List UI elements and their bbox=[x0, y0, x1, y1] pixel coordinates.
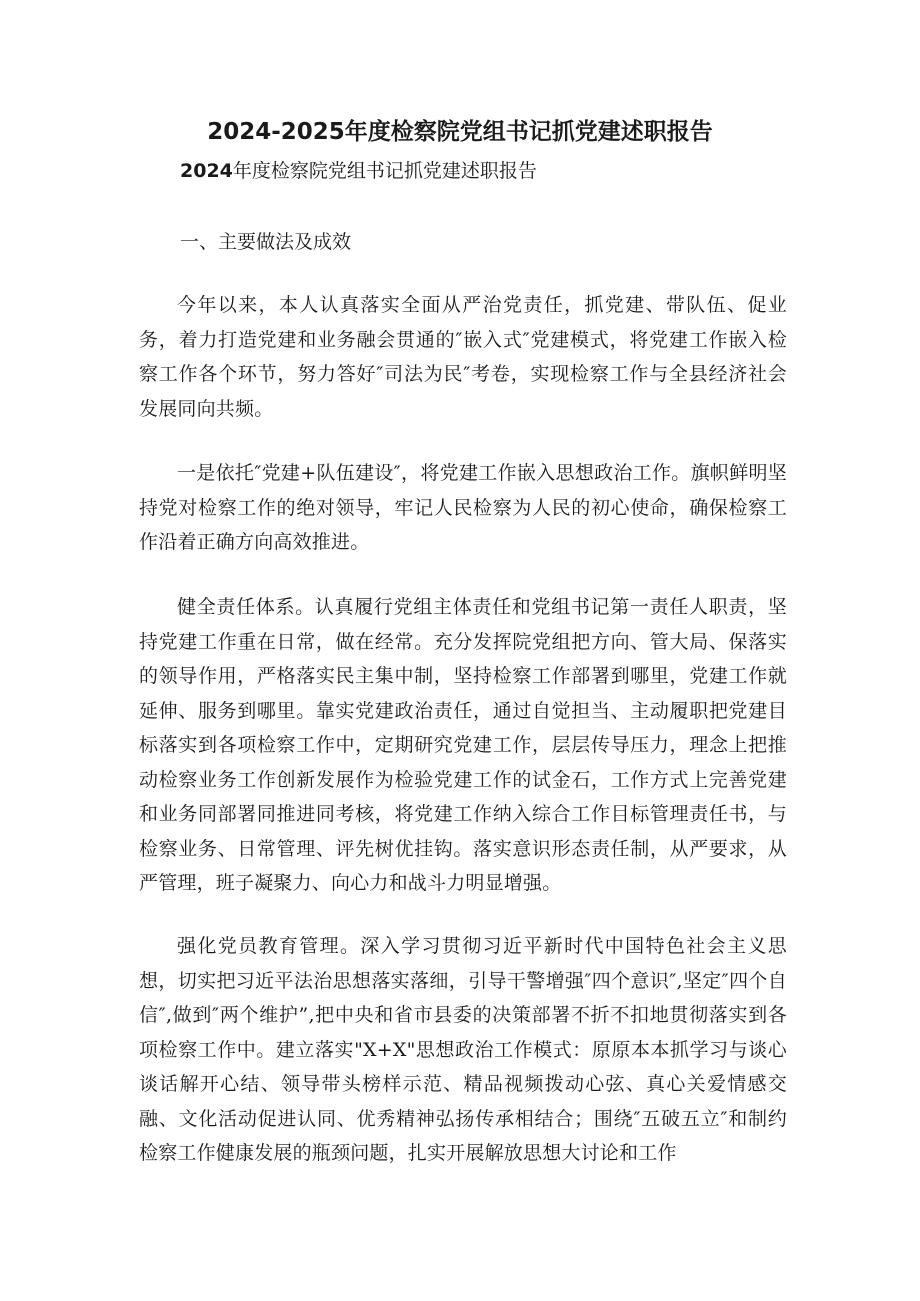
paragraph-party-education: 强化党员教育管理。深入学习贯彻习近平新时代中国特色社会主义思想，切实把习近平法治思想落实落细，引导干警增强″四个意识″,坚定″四个自信″,做到″两个维护”,把中央和省市县委的决策部署不折不扣地贯彻落实到各项检察工作中。建立落实"X+X"思想政治工作模式：原原本本抓学习与谈心谈话解开心结、领导带头榜样示范、精品视频拨动心弦、真心关爱情感交融、文化活动促进认同、优秀精神弘扬传承相结合；围绕″五破五立″和制约检察工作健康发展的瓶颈问题，扎实开展解放思想大讨论和工作 bbox=[139, 935, 787, 1164]
document-subtitle bbox=[180, 156, 537, 183]
paragraph-intro: 今年以来，本人认真落实全面从严治党责任，抓党建、带队伍、促业务，着力打造党建和业务融会贯通的″嵌入式″党建模式，将党建工作嵌入检察工作各个环节，努力答好″司法为民″考卷，实现检察工作与全县经济社会发展同向共频。 bbox=[139, 294, 787, 420]
subtitle-text: 年度检察院党组书记抓党建述职报告 bbox=[232, 160, 537, 182]
paragraph-responsibility-system: 健全责任体系。认真履行党组主体责任和党组书记第一责任人职责，坚持党建工作重在日常，做在经常。充分发挥院党组把方向、管大局、保落实的领导作用，严格落实民主集中制，坚持检察工作部署到哪里，党建工作就延伸、服务到哪里。靠实党建政治责任，通过自觉担当、主动履职把党建目标落实到各项检察工作中，定期研究党建工作，层层传导压力，理念上把推动检察业务工作创新发展作为检验党建工作的试金石，工作方式上完善党建和业务同部署同推进同考核，将党建工作纳入综合工作目标管理责任书，与检察业务、日常管理、评先树优挂钩。落实意识形态责任制，从严要求，从严管理，班子凝聚力、向心力和战斗力明显增强。 bbox=[139, 596, 787, 894]
document-title: 2024-2025年度检察院党组书记抓党建述职报告 bbox=[207, 119, 713, 145]
paragraph-point-one: 一是依托″党建+队伍建设″，将党建工作嵌入思想政治工作。旗帜鲜明坚持党对检察工作的绝对领导，牢记人民检察为人民的初心使命，确保检察工作沿着正确方向高效推进。 bbox=[139, 462, 787, 553]
section-heading: 一、主要做法及成效 bbox=[180, 231, 352, 253]
subtitle-year: 2024 bbox=[180, 160, 233, 182]
